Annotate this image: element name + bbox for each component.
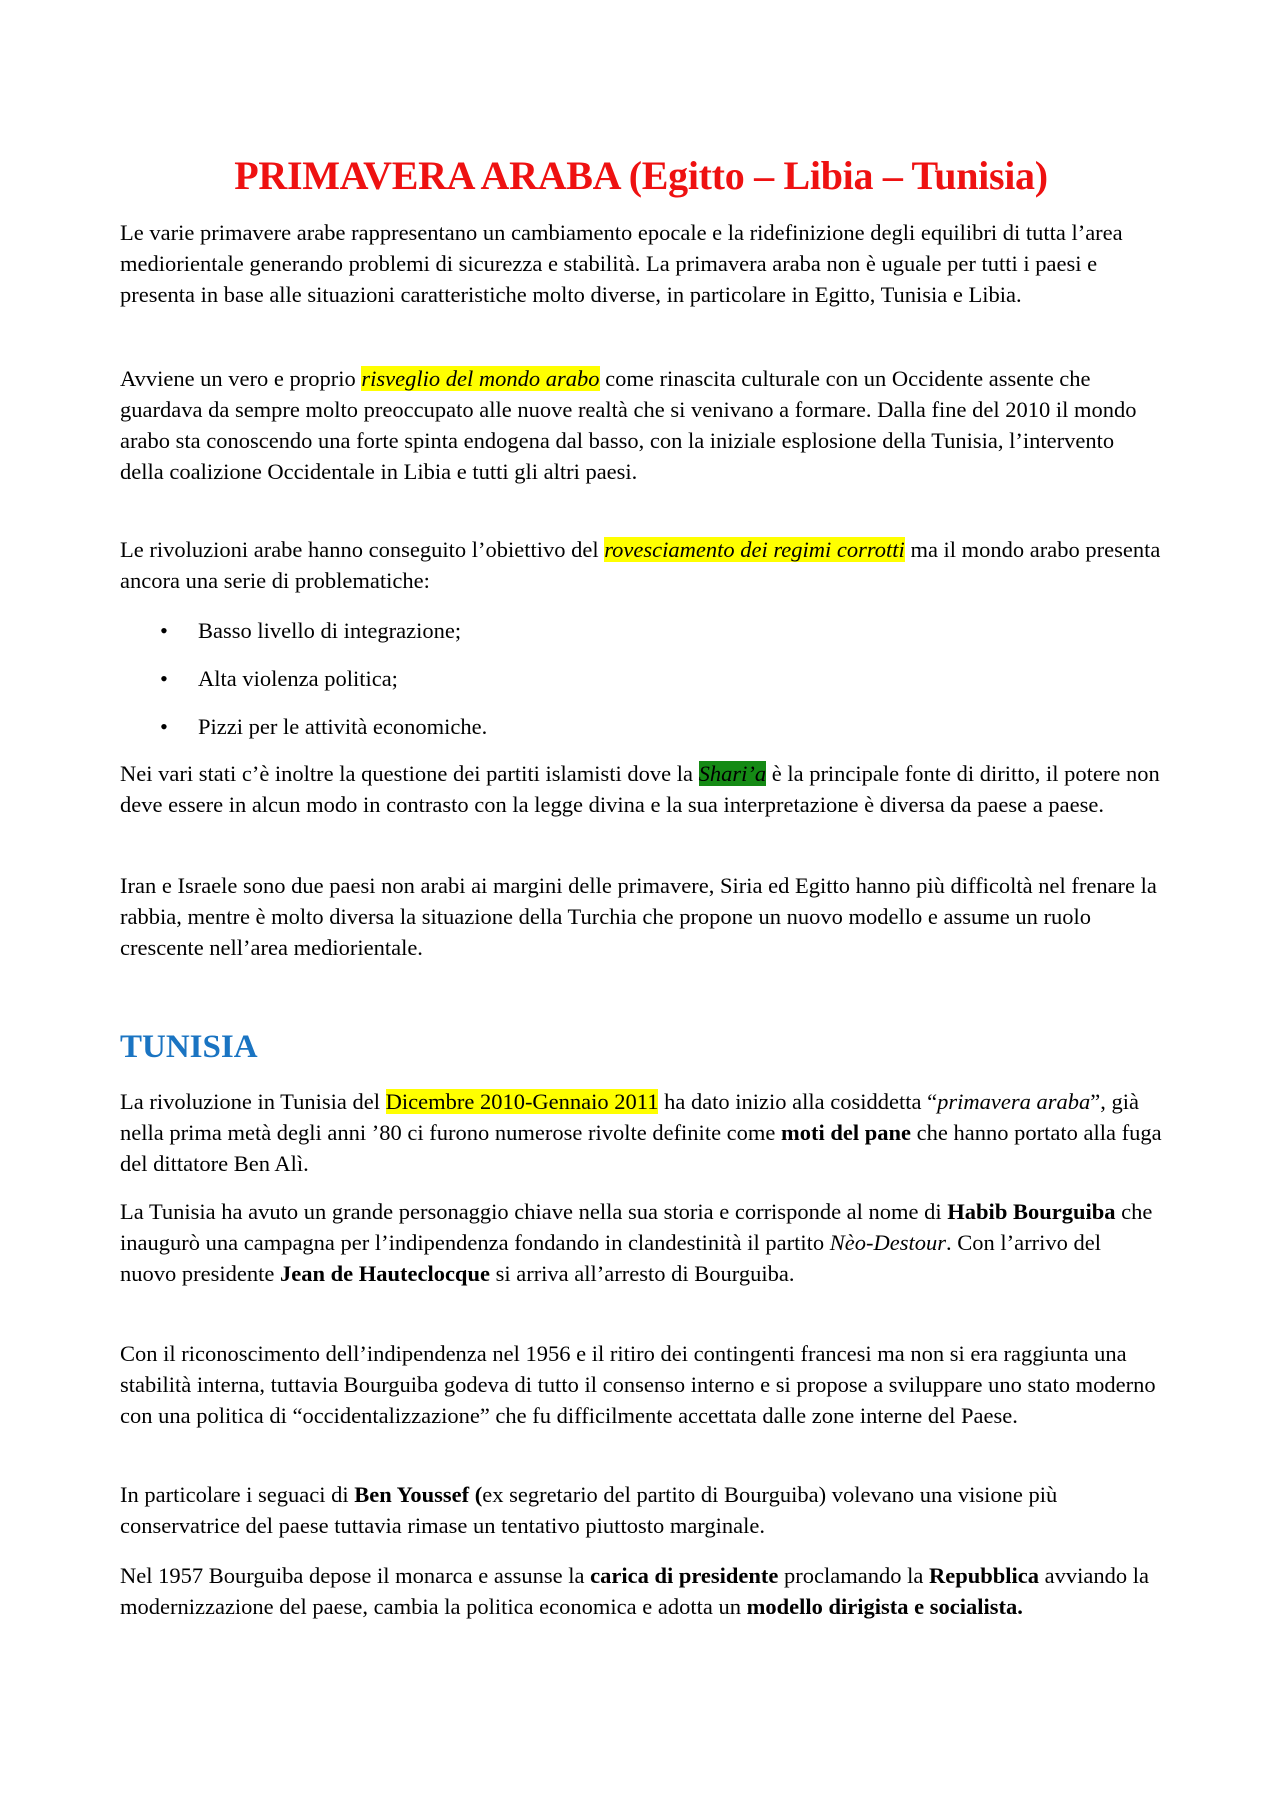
list-item: [120, 663, 1162, 711]
intro-paragraph-2: [120, 363, 1162, 487]
paragraph-text: si arriva all’arresto di Bourguiba.: [489, 1261, 795, 1286]
tunisia-paragraph-1: [120, 1086, 1162, 1179]
paragraph-text: Nei vari stati c’è inoltre la questione dei partiti islamisti dove la: [120, 761, 699, 786]
bold-name: Jean de Hauteclocque: [279, 1261, 490, 1286]
intro-paragraph-1: Le varie primavere arabe rappresentano un cambiamento epocale e la ridefinizione degli equilibri di tutta l’area mediorientale generando problemi di sicurezza e stabilità. La primavera araba non è uguale per tutti i paesi e presenta in base alle situazioni caratteristiche molto diverse, in particolare in Egitto, Tunisia e Libia.: [120, 220, 1123, 307]
intro-paragraph-4: [120, 758, 1162, 820]
paragraph-text: . Con l’arrivo del nuovo presidente: [120, 1230, 1101, 1286]
paragraph-text: Le rivoluzioni arabe hanno conseguito l’obiettivo del: [120, 537, 605, 562]
bold-term: carica di presidente: [590, 1563, 779, 1588]
bold-term: moti del pane: [781, 1120, 912, 1145]
bullet-icon: •: [160, 714, 168, 739]
paragraph-text: che hanno portato alla fuga del dittatore Ben Alì.: [120, 1120, 1162, 1176]
paragraph-text: ha dato inizio alla cosiddetta “: [658, 1089, 938, 1114]
highlighted-date: Dicembre 2010-Gennaio 2011: [385, 1089, 659, 1114]
list-item-text: Pizzi per le attività economiche.: [198, 714, 488, 739]
intro-paragraph-5: Iran e Israele sono due paesi non arabi ai margini delle primavere, Siria ed Egitto hanno più difficoltà nel frenare la rabbia, mentre è molto diversa la situazione della Turchia che propone un nuovo modello e assume un ruolo crescente nell’area mediorientale.: [120, 873, 1157, 960]
tunisia-paragraph-2: [120, 1196, 1162, 1289]
highlighted-term: Shari’a: [698, 761, 767, 786]
paragraph-text: Nel 1957 Bourguiba depose il monarca e assunse la: [120, 1563, 591, 1588]
paragraph-text: che inaugurò una campagna per l’indipendenza fondando in clandestinità il partito: [120, 1199, 1153, 1255]
paragraph-text: Avviene un vero e proprio: [120, 366, 362, 391]
list-item: [120, 615, 1162, 663]
tunisia-paragraph-5: [120, 1560, 1162, 1622]
paragraph-text: ex segretario del partito di Bourguiba) volevano una visione più conservatrice del paese tuttavia rimase un tentativo piuttosto marginale.: [120, 1482, 1058, 1538]
list-item-text: Basso livello di integrazione;: [198, 618, 462, 643]
paragraph-text: è la principale fonte di diritto, il potere non deve essere in alcun modo in contrasto con la legge divina e la sua interpretazione è diversa da paese a paese.: [120, 761, 1160, 817]
highlighted-phrase: risveglio del mondo arabo: [361, 366, 600, 391]
bold-name: Ben Youssef (: [354, 1482, 483, 1507]
italic-term: Nèo-Destour: [829, 1230, 947, 1255]
list-item: [120, 711, 1162, 742]
section-heading-tunisia: TUNISIA: [120, 1029, 258, 1065]
paragraph-text: come rinascita culturale con un Occidente assente che guardava da sempre molto preoccupato alle nuove realtà che si venivano a formare. Dalla fine del 2010 il mondo arabo sta conoscendo una forte spinta endogena dal basso, con la iniziale esplosione della Tunisia, l’intervento della coalizione Occidentale in Libia e tutti gli altri paesi.: [120, 366, 1137, 484]
intro-paragraph-3: [120, 534, 1162, 596]
paragraph-text: proclamando la: [778, 1563, 929, 1588]
italic-term: primavera araba: [937, 1089, 1091, 1114]
bold-term: Repubblica: [929, 1563, 1040, 1588]
tunisia-paragraph-4: [120, 1479, 1162, 1541]
highlighted-phrase: rovesciamento dei regimi corrotti: [604, 537, 905, 562]
document-title: PRIMAVERA ARABA (Egitto – Libia – Tunisia): [234, 153, 1048, 198]
bullet-icon: •: [160, 666, 168, 691]
list-item-text: Alta violenza politica;: [198, 666, 398, 691]
paragraph-text: La Tunisia ha avuto un grande personaggio chiave nella sua storia e corrisponde al nome di: [120, 1199, 948, 1224]
paragraph-text: ma il mondo arabo presenta ancora una serie di problematiche:: [120, 537, 1161, 593]
bold-term: modello dirigista e socialista.: [746, 1594, 1023, 1619]
bold-name: Habib Bourguiba: [947, 1199, 1116, 1224]
paragraph-text: In particolare i seguaci di: [120, 1482, 355, 1507]
paragraph-text: avviando la modernizzazione del paese, cambia la politica economica e adotta un: [120, 1563, 1149, 1619]
tunisia-paragraph-3: Con il riconoscimento dell’indipendenza nel 1956 e il ritiro dei contingenti francesi ma non si era raggiunta una stabilità interna, tuttavia Bourguiba godeva di tutto il consenso interno e si propose a sviluppare uno stato moderno con una politica di “occidentalizzazione” che fu difficilmente accettata dalle zone interne del Paese.: [120, 1341, 1156, 1428]
problems-list: [120, 615, 1162, 742]
paragraph-text: La rivoluzione in Tunisia del: [120, 1089, 386, 1114]
paragraph-text: ”, già nella prima metà degli anni ’80 ci furono numerose rivolte definite come: [120, 1089, 1139, 1145]
bullet-icon: •: [160, 618, 168, 643]
